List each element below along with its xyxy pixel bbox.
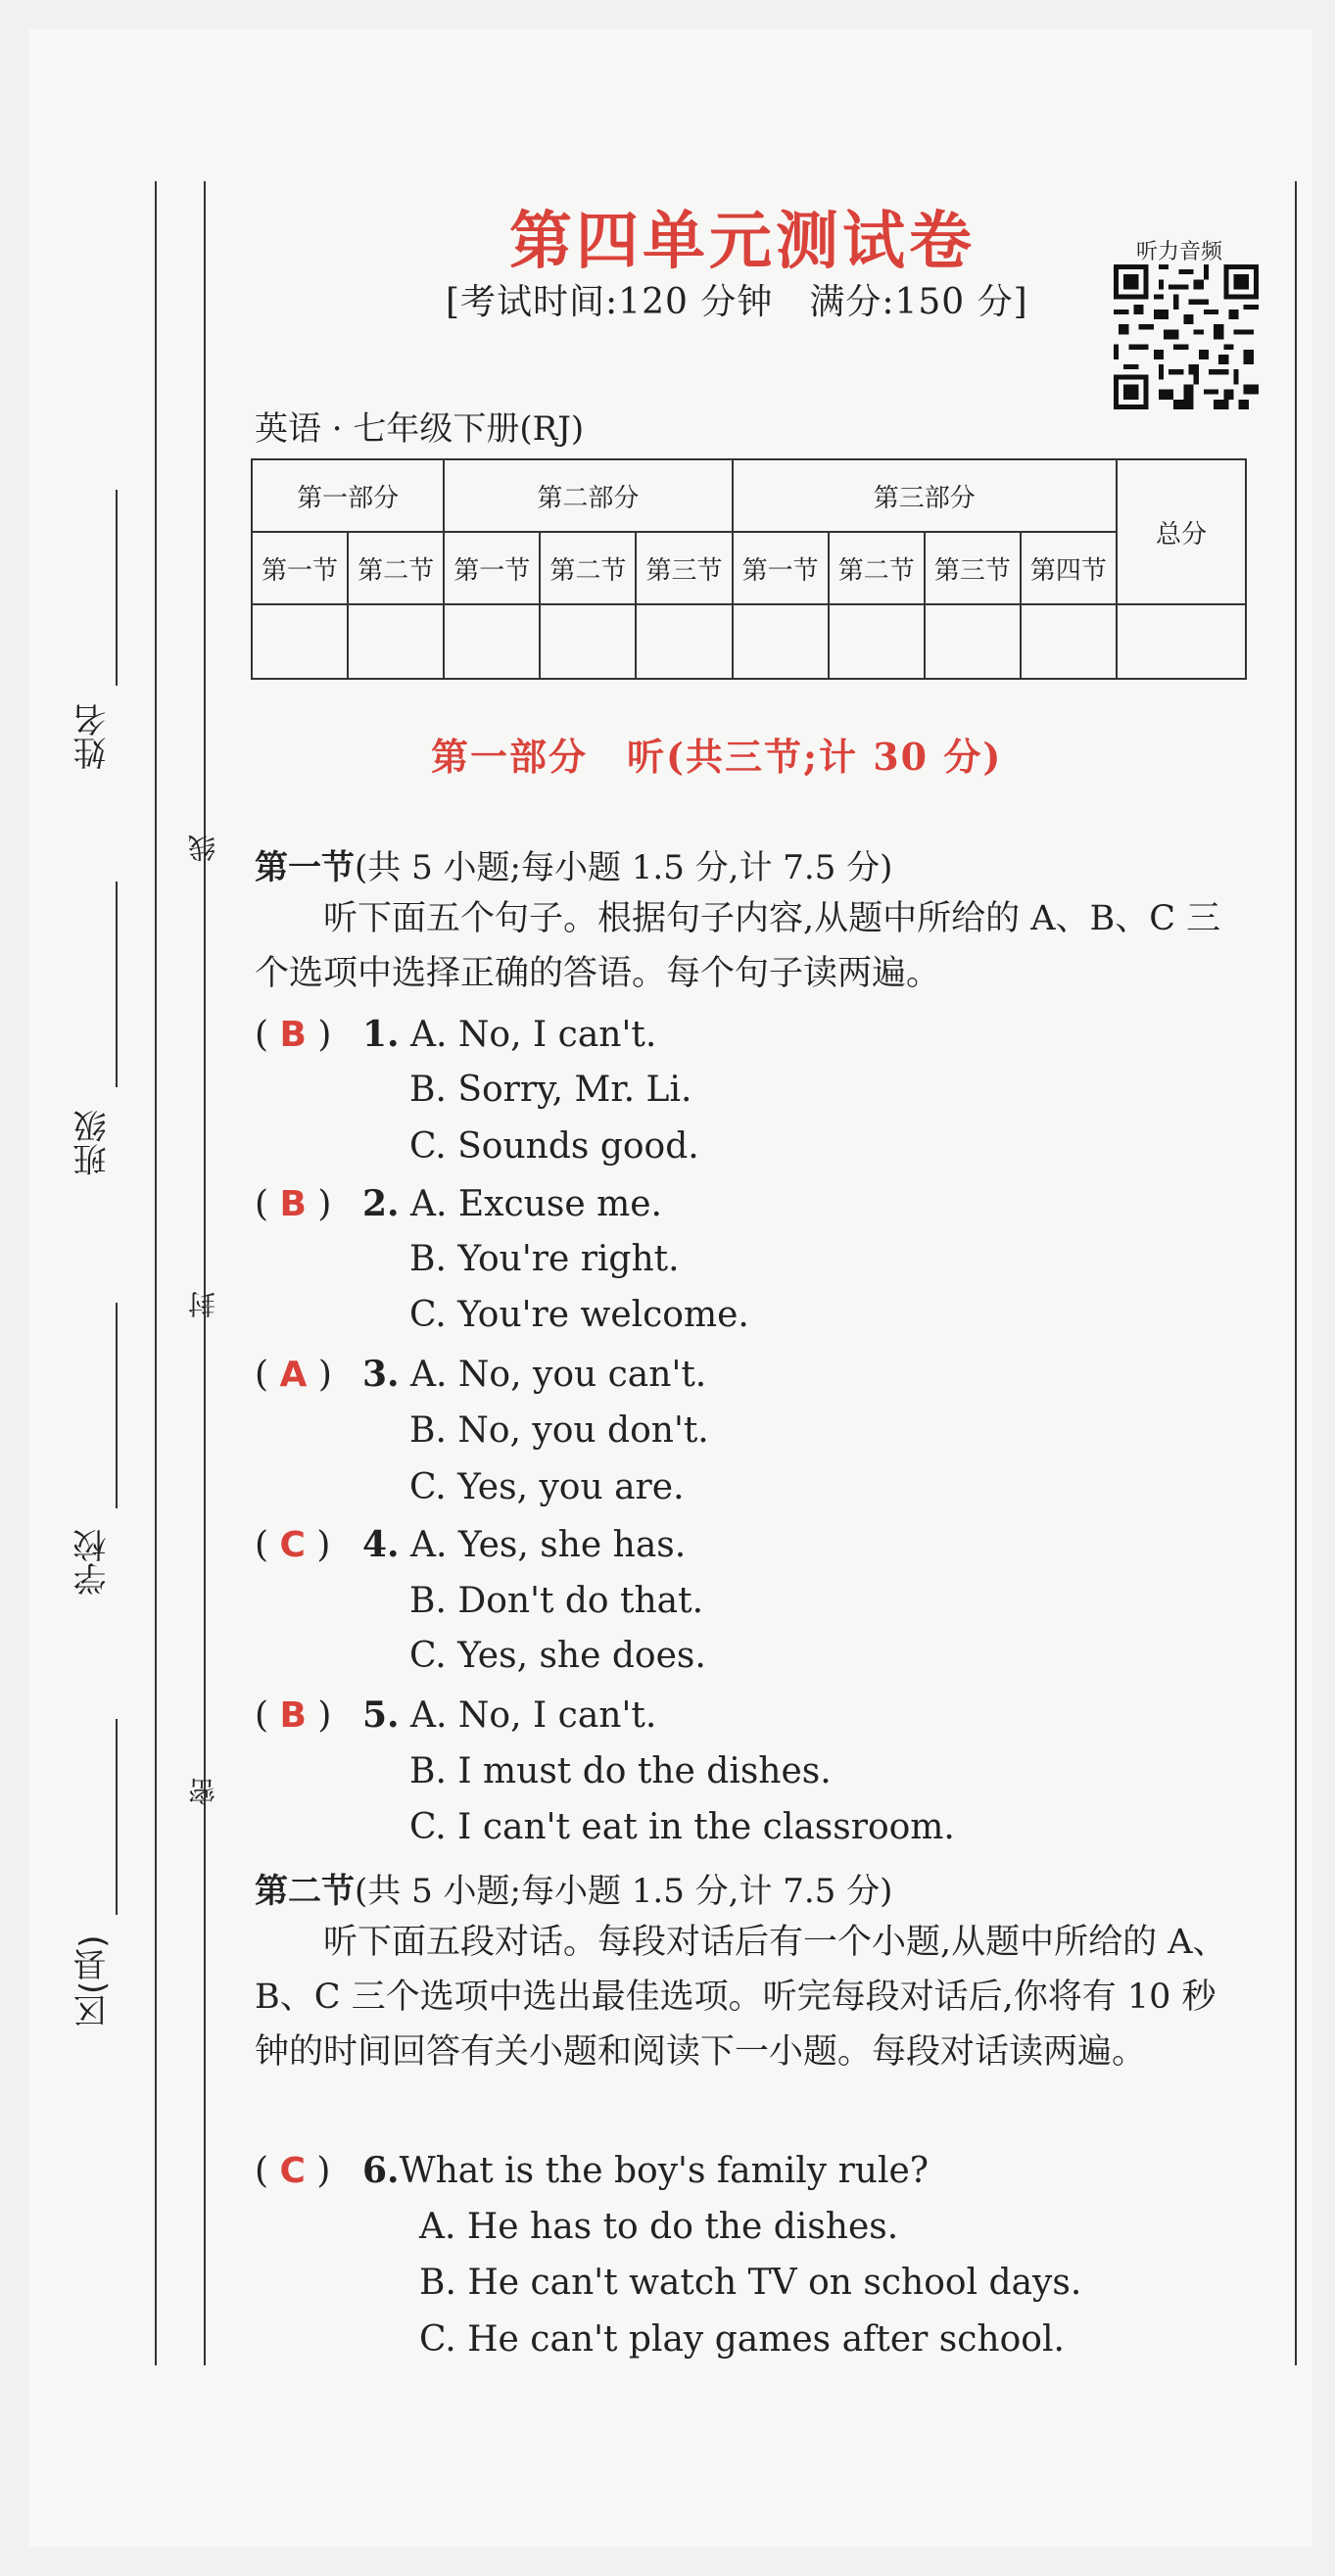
score-cell[interactable] <box>636 604 732 679</box>
score-section: 第四节 <box>1021 532 1117 604</box>
school-field-underline <box>116 1303 118 1508</box>
question-stem: What is the boy's family rule? <box>399 2151 930 2191</box>
option-b: B. No, you don't. <box>409 1410 709 1451</box>
question-number: 5. <box>362 1694 400 1736</box>
binding-mark-line: 线 <box>187 835 219 862</box>
district-field-label: 区(县) <box>73 1934 113 2027</box>
answer-paren[interactable]: ( A ) <box>255 1355 332 1395</box>
section-title: 第一部分 听(共三节;计 30 分) <box>431 735 1003 779</box>
part1-instruction: 听下面五个句子。根据句子内容,从题中所给的 A、B、C 三个选项中选择正确的答语。每个句子读两遍。 <box>255 899 1221 993</box>
score-part-3: 第三部分 <box>733 459 1117 532</box>
district-field[interactable] <box>69 1719 127 2042</box>
question-1 <box>255 1014 656 1055</box>
page-right-border <box>1295 181 1297 2365</box>
binding-mark-secret: 密 <box>187 1778 219 1805</box>
answer-mark: C <box>279 2151 306 2191</box>
option-a: A. Yes, she has. <box>410 1525 687 1565</box>
question-6 <box>255 2150 929 2191</box>
answer-paren[interactable]: ( B ) <box>255 1695 332 1736</box>
answer-mark: B <box>279 1184 307 1224</box>
score-section: 第三节 <box>925 532 1021 604</box>
score-total: 总分 <box>1117 459 1246 604</box>
score-cell[interactable] <box>444 604 540 679</box>
question-3 <box>255 1354 706 1395</box>
part2-heading-bold: 第二节 <box>255 1872 355 1911</box>
answer-paren[interactable]: ( B ) <box>255 1184 332 1224</box>
option-b: B. He can't watch TV on school days. <box>419 2263 1082 2303</box>
option-a: A. No, you can't. <box>410 1355 707 1395</box>
question-4 <box>255 1524 686 1565</box>
question-number: 6. <box>362 2150 400 2191</box>
qr-label: 听力音频 <box>1136 240 1223 264</box>
score-cell[interactable] <box>540 604 636 679</box>
option-a: A. No, I can't. <box>410 1015 657 1055</box>
binding-line-inner <box>204 181 206 2365</box>
score-section: 第二节 <box>540 532 636 604</box>
question-number: 4. <box>362 1524 400 1565</box>
score-part-2: 第二部分 <box>444 459 732 532</box>
option-c: C. Yes, you are. <box>409 1467 685 1507</box>
option-c: C. Yes, she does. <box>409 1636 706 1676</box>
option-a: A. Excuse me. <box>410 1184 662 1224</box>
subject-label: 英语 · 七年级下册(RJ) <box>255 409 585 449</box>
option-b: B. I must do the dishes. <box>409 1751 832 1791</box>
score-cell[interactable] <box>925 604 1021 679</box>
answer-mark: C <box>279 1525 306 1565</box>
score-cell[interactable] <box>1021 604 1117 679</box>
score-cell[interactable] <box>348 604 444 679</box>
school-field-label: 学校 <box>73 1529 113 1596</box>
option-c: C. I can't eat in the classroom. <box>409 1807 955 1847</box>
binding-line-outer <box>155 181 157 2365</box>
question-number: 3. <box>362 1354 400 1395</box>
answer-paren[interactable]: ( C ) <box>255 1525 331 1565</box>
district-field-underline <box>116 1719 118 1915</box>
score-section: 第二节 <box>348 532 444 604</box>
school-field[interactable] <box>69 1303 127 1606</box>
question-number: 2. <box>362 1183 400 1224</box>
part1-heading <box>255 840 892 888</box>
option-b: B. Don't do that. <box>409 1581 704 1621</box>
option-c: C. You're welcome. <box>409 1295 749 1335</box>
question-number: 1. <box>362 1014 400 1055</box>
option-c: C. He can't play games after school. <box>419 2319 1065 2360</box>
option-a: A. No, I can't. <box>410 1695 657 1736</box>
answer-paren[interactable]: ( C ) <box>255 2151 331 2191</box>
score-cell[interactable] <box>829 604 925 679</box>
option-c: C. Sounds good. <box>409 1126 699 1167</box>
score-cell[interactable] <box>733 604 829 679</box>
score-cell[interactable] <box>252 604 348 679</box>
name-field[interactable] <box>69 490 127 784</box>
binding-mark-seal: 封 <box>187 1291 219 1318</box>
option-b: B. Sorry, Mr. Li. <box>409 1070 692 1110</box>
answer-mark: A <box>279 1355 308 1395</box>
page-title: 第四单元测试卷 <box>509 205 976 278</box>
score-section: 第一节 <box>733 532 829 604</box>
question-5 <box>255 1694 656 1736</box>
part2-instruction: 听下面五段对话。每段对话后有一个小题,从题中所给的 A、B、C 三个选项中选出最佳选项。听完每段对话后,你将有 10 秒钟的时间回答有关小题和阅读下一小题。每段对话读两遍。 <box>255 1923 1227 2072</box>
part2-heading <box>255 1864 892 1912</box>
name-field-label: 姓名 <box>73 703 113 771</box>
part1-heading-rest: (共 5 小题;每小题 1.5 分,计 7.5 分) <box>355 848 893 887</box>
answer-mark: B <box>279 1695 307 1736</box>
part2-heading-rest: (共 5 小题;每小题 1.5 分,计 7.5 分) <box>355 1872 893 1911</box>
score-section: 第二节 <box>829 532 925 604</box>
score-part-1: 第一部分 <box>252 459 444 532</box>
exam-info: [考试时间:120 分钟 满分:150 分] <box>446 282 1028 322</box>
class-field[interactable] <box>69 882 127 1195</box>
score-section: 第一节 <box>252 532 348 604</box>
part1-heading-bold: 第一节 <box>255 848 355 887</box>
class-field-label: 班级 <box>73 1110 113 1177</box>
score-section: 第一节 <box>444 532 540 604</box>
name-field-underline <box>116 490 118 686</box>
score-total-cell[interactable] <box>1117 604 1246 679</box>
option-b: B. You're right. <box>409 1239 680 1279</box>
answer-paren[interactable]: ( B ) <box>255 1015 332 1055</box>
score-table <box>251 458 1247 680</box>
option-a: A. He has to do the dishes. <box>419 2207 899 2247</box>
answer-mark: B <box>279 1015 307 1055</box>
class-field-underline <box>116 882 118 1087</box>
score-section: 第三节 <box>636 532 732 604</box>
question-2 <box>255 1183 662 1224</box>
qr-code-icon[interactable] <box>1114 264 1259 409</box>
